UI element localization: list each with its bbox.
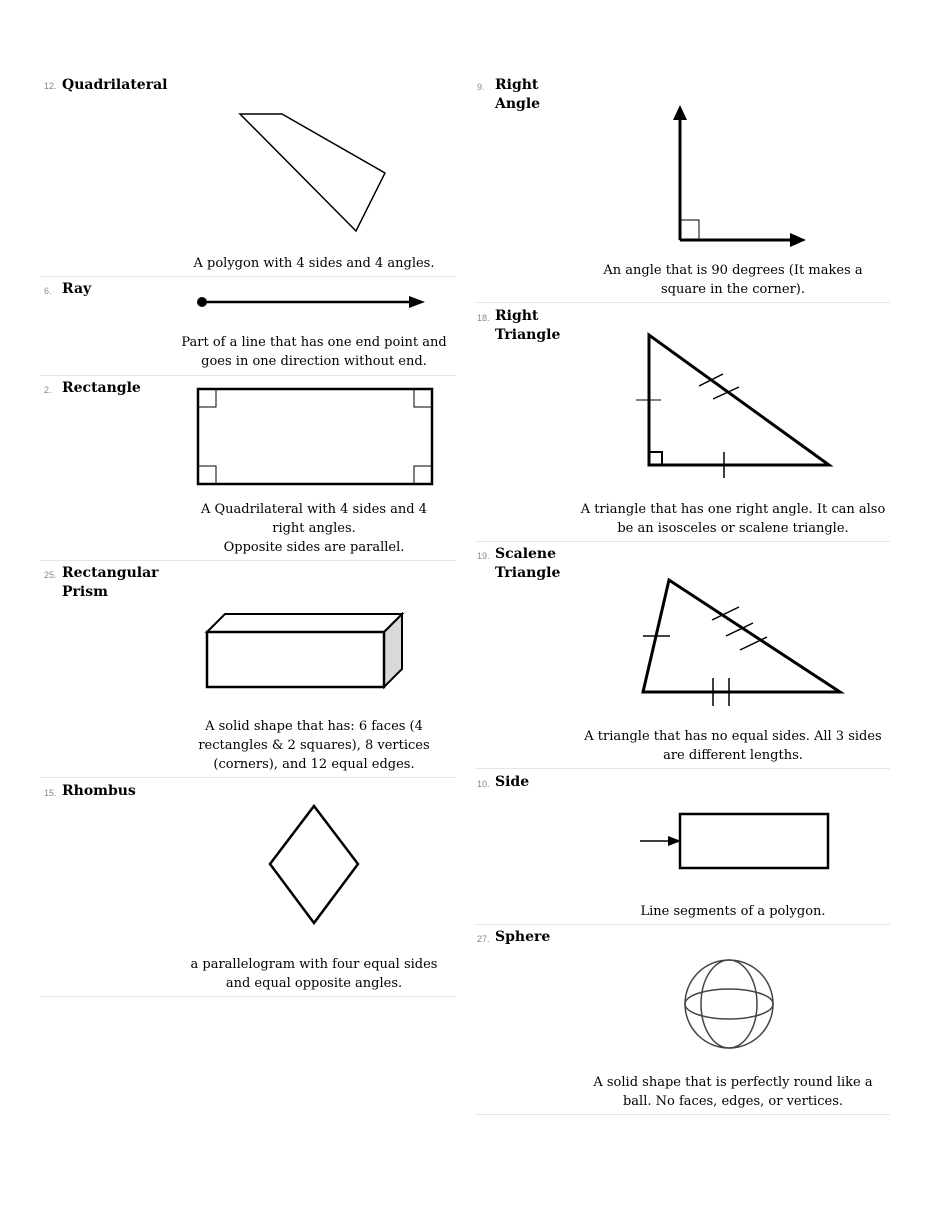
entry-number: 6. <box>44 286 52 296</box>
entry-number: 19. <box>477 551 490 561</box>
entry-definition: A polygon with 4 sides and 4 angles. <box>193 256 435 271</box>
entry-definition: An angle that is 90 degrees (It makes a square in the corner). <box>603 263 863 297</box>
entry-definition: A Quadrilateral with 4 sides and 4 right angles. <box>201 502 427 536</box>
entry-definition: a parallelogram with four equal sides and equal opposite angles. <box>190 957 438 991</box>
entry-term: Sphere <box>495 929 551 945</box>
entry-term: Quadrilateral <box>62 77 168 93</box>
entry-number: 27. <box>477 934 490 944</box>
entry-number: 10. <box>477 779 490 789</box>
entry-definition: Line segments of a polygon. <box>640 904 826 919</box>
entry-term: Rectangular <box>62 565 159 581</box>
entry-definition-note: Opposite sides are parallel. <box>223 540 405 555</box>
entry-term-line2: Prism <box>62 584 108 600</box>
entry-definition: A triangle that has no equal sides. All 3 sides are different lengths. <box>584 729 882 763</box>
entry-term: Side <box>495 774 530 790</box>
entry-term-line2: Triangle <box>495 565 561 581</box>
entry-number: 18. <box>477 313 490 323</box>
entry-number: 12. <box>44 81 57 91</box>
entry-number: 15. <box>44 788 57 798</box>
entry-term: Right <box>495 77 539 93</box>
entry-term: Scalene <box>495 546 557 562</box>
entry-term: Right <box>495 308 539 324</box>
entry-term-line2: Triangle <box>495 327 561 343</box>
entry-term-line2: Angle <box>495 96 541 112</box>
entry-term: Ray <box>62 281 92 297</box>
entry-number: 25. <box>44 570 57 580</box>
entry-number: 9. <box>477 82 485 92</box>
entry-definition: A solid shape that has: 6 faces (4 rectangles & 2 squares), 8 vertices (corners), and 12 equal edges. <box>198 719 430 772</box>
divider <box>475 1114 890 1115</box>
entry-number: 2. <box>44 385 52 395</box>
entry-term: Rhombus <box>62 783 136 799</box>
entry-definition: A solid shape that is perfectly round like a ball. No faces, edges, or vertices. <box>593 1075 873 1109</box>
entry-term: Rectangle <box>62 380 141 396</box>
entry-definition: A triangle that has one right angle. It can also be an isosceles or scalene triangle. <box>580 502 886 536</box>
entry-definition: Part of a line that has one end point and goes in one direction without end. <box>181 335 447 369</box>
